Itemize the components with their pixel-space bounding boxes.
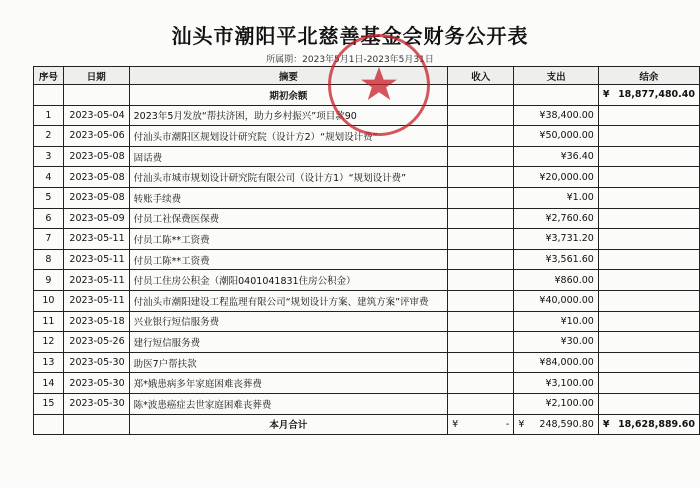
row-date: 2023-05-11 [63, 249, 129, 270]
row-summary: 付员工陈**工资费 [129, 229, 448, 250]
row-date: 2023-05-06 [63, 126, 129, 147]
opening-label: 期初余额 [129, 85, 448, 106]
row-expense: ¥860.00 [514, 270, 598, 291]
row-date: 2023-05-09 [63, 208, 129, 229]
table-row [34, 126, 700, 147]
table-row [34, 393, 700, 414]
row-summary: 付员工社保费医保费 [129, 208, 448, 229]
row-summary: 付员工陈**工资费 [129, 249, 448, 270]
opening-balance-row [34, 85, 700, 106]
row-summary: 固话费 [129, 146, 448, 167]
row-balance [598, 208, 699, 229]
total-income: - [505, 418, 510, 430]
row-income [448, 187, 514, 208]
row-expense: ¥50,000.00 [514, 126, 598, 147]
row-seq: 3 [34, 146, 64, 167]
row-balance [598, 311, 699, 332]
total-expense: 248,590.80 [539, 418, 594, 430]
row-expense: ¥20,000.00 [514, 167, 598, 188]
table-row [34, 146, 700, 167]
row-summary: 付员工住房公积金（潮阳0401041831住房公积金） [129, 270, 448, 291]
table-row [34, 208, 700, 229]
row-expense: ¥3,100.00 [514, 373, 598, 394]
row-date: 2023-05-04 [63, 105, 129, 126]
header-date: 日期 [63, 67, 129, 85]
table-row [34, 270, 700, 291]
row-summary: 2023年5月发放“帮扶济困，助力乡村振兴”项目款90 [129, 105, 448, 126]
opening-balance: 18,877,480.40 [618, 89, 695, 101]
row-balance [598, 229, 699, 250]
document-title: 汕头市潮阳平北慈善基金会财务公开表 [171, 24, 529, 48]
row-seq: 12 [34, 332, 64, 353]
row-summary: 付汕头市潮阳区规划设计研究院（设计方2）“规划设计费” [129, 126, 448, 147]
row-date: 2023-05-08 [63, 187, 129, 208]
row-date: 2023-05-08 [63, 167, 129, 188]
period-text: 所属期：2023年5月1日-2023年5月31日 [266, 55, 434, 65]
row-summary: 付汕头市潮阳建设工程监理有限公司“规划设计方案、建筑方案”评审费 [129, 290, 448, 311]
table-row [34, 311, 700, 332]
row-expense: ¥3,561.60 [514, 249, 598, 270]
row-income [448, 105, 514, 126]
row-income [448, 352, 514, 373]
row-summary: 兴业银行短信服务费 [129, 311, 448, 332]
row-seq: 9 [34, 270, 64, 291]
row-income [448, 270, 514, 291]
row-seq: 6 [34, 208, 64, 229]
row-balance [598, 393, 699, 414]
total-balance-currency: ¥ [602, 418, 610, 430]
row-summary: 助医7户帮扶款 [129, 352, 448, 373]
row-date: 2023-05-11 [63, 229, 129, 250]
row-income [448, 290, 514, 311]
row-balance [598, 146, 699, 167]
table-row [34, 167, 700, 188]
row-date: 2023-05-11 [63, 270, 129, 291]
row-date: 2023-05-26 [63, 332, 129, 353]
row-seq: 15 [34, 393, 64, 414]
row-date: 2023-05-08 [63, 146, 129, 167]
row-seq: 4 [34, 167, 64, 188]
total-balance: 18,628,889.60 [618, 418, 695, 430]
row-expense: ¥84,000.00 [514, 352, 598, 373]
row-date: 2023-05-30 [63, 373, 129, 394]
table-row [34, 229, 700, 250]
row-seq: 1 [34, 105, 64, 126]
row-expense: ¥36.40 [514, 146, 598, 167]
header-seq: 序号 [34, 67, 64, 85]
row-income [448, 393, 514, 414]
table-row [34, 249, 700, 270]
header-summary: 摘要 [129, 67, 448, 85]
row-income [448, 311, 514, 332]
row-expense: ¥38,400.00 [514, 105, 598, 126]
row-seq: 5 [34, 187, 64, 208]
table-row [34, 105, 700, 126]
row-balance [598, 290, 699, 311]
table-row [34, 332, 700, 353]
row-income [448, 332, 514, 353]
finance-table [33, 66, 700, 435]
row-seq: 2 [34, 126, 64, 147]
table-row [34, 290, 700, 311]
row-date: 2023-05-18 [63, 311, 129, 332]
row-expense: ¥3,731.20 [514, 229, 598, 250]
row-income [448, 249, 514, 270]
row-balance [598, 270, 699, 291]
row-balance [598, 126, 699, 147]
row-expense: ¥10.00 [514, 311, 598, 332]
row-expense: ¥40,000.00 [514, 290, 598, 311]
header-row [34, 67, 700, 85]
row-expense: ¥1.00 [514, 187, 598, 208]
total-label: 本月合计 [129, 414, 448, 435]
row-balance [598, 105, 699, 126]
opening-currency: ¥ [602, 89, 610, 101]
row-balance [598, 352, 699, 373]
table-row [34, 187, 700, 208]
row-income [448, 229, 514, 250]
row-date: 2023-05-11 [63, 290, 129, 311]
table-row [34, 373, 700, 394]
row-balance [598, 187, 699, 208]
total-expense-currency: ¥ [518, 418, 525, 430]
header-income: 收入 [448, 67, 514, 85]
row-seq: 14 [34, 373, 64, 394]
row-expense: ¥2,100.00 [514, 393, 598, 414]
row-income [448, 126, 514, 147]
row-summary: 付汕头市城市规划设计研究院有限公司（设计方1）“规划设计费” [129, 167, 448, 188]
table-row [34, 352, 700, 373]
row-date: 2023-05-30 [63, 393, 129, 414]
row-expense: ¥2,760.60 [514, 208, 598, 229]
row-seq: 10 [34, 290, 64, 311]
row-seq: 7 [34, 229, 64, 250]
row-summary: 郑*娥患病多年家庭困难丧葬费 [129, 373, 448, 394]
row-income [448, 167, 514, 188]
row-seq: 13 [34, 352, 64, 373]
row-summary: 建行短信服务费 [129, 332, 448, 353]
row-income [448, 146, 514, 167]
row-seq: 11 [34, 311, 64, 332]
row-expense: ¥30.00 [514, 332, 598, 353]
header-balance: 结余 [598, 67, 699, 85]
row-summary: 陈*波患癌症去世家庭困难丧葬费 [129, 393, 448, 414]
row-seq: 8 [34, 249, 64, 270]
row-summary: 转账手续费 [129, 187, 448, 208]
row-balance [598, 373, 699, 394]
row-date: 2023-05-30 [63, 352, 129, 373]
header-expense: 支出 [514, 67, 598, 85]
row-balance [598, 167, 699, 188]
total-row [34, 414, 700, 435]
row-balance [598, 249, 699, 270]
row-income [448, 208, 514, 229]
total-income-currency: ¥ [452, 418, 459, 430]
row-income [448, 373, 514, 394]
row-balance [598, 332, 699, 353]
